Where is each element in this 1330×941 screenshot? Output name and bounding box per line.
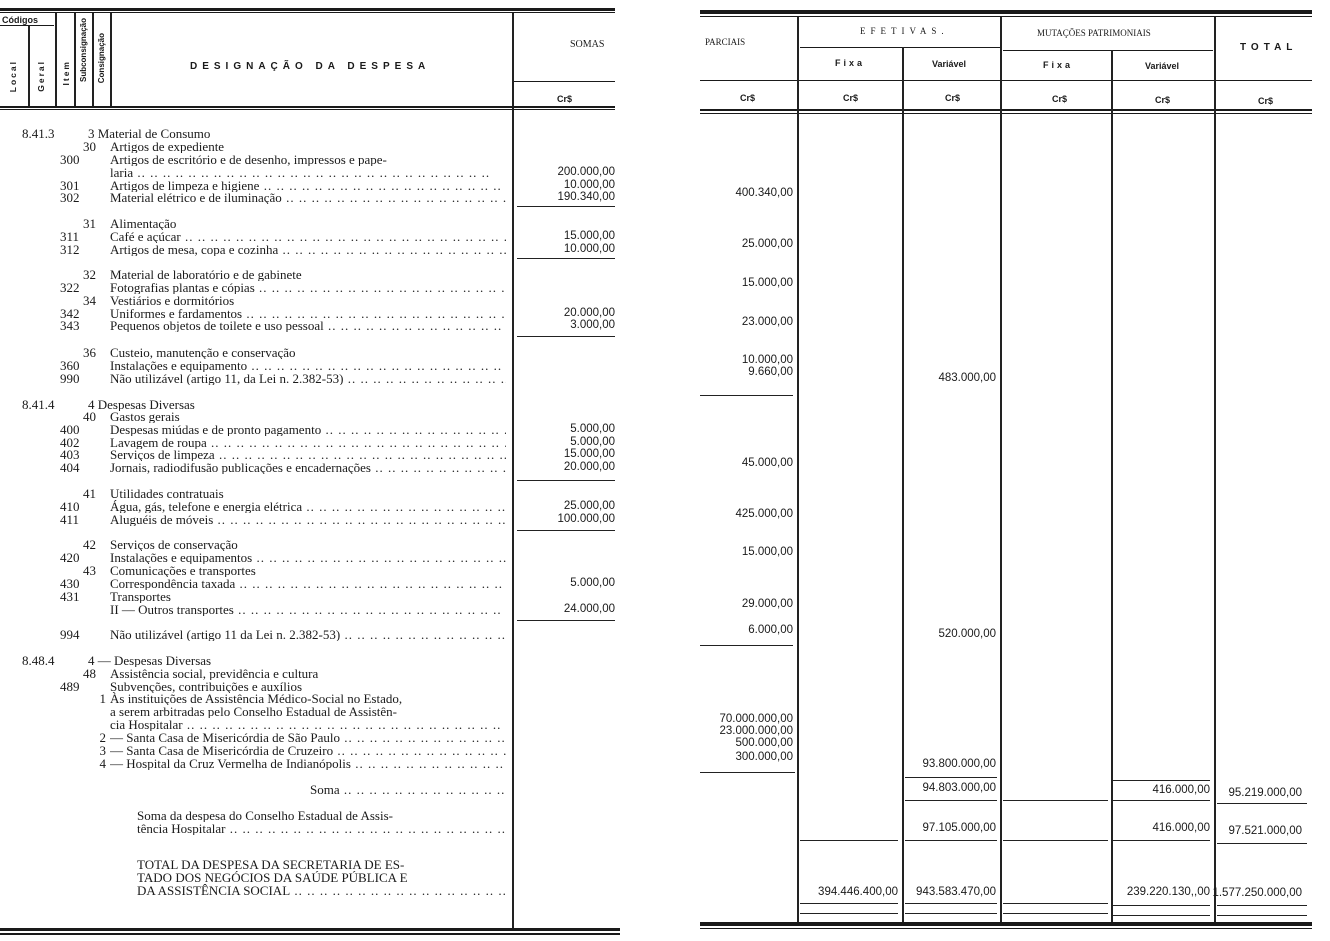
- header-mutacoes-fixa: Fixa: [1043, 60, 1074, 70]
- expense-description: Correspondência taxada .. ..: [110, 577, 506, 590]
- expense-description: Não utilizável (artigo 11, da Lei n. 2.382-53) .. ..: [110, 372, 506, 385]
- parciais-value: 9.660,00: [748, 366, 793, 378]
- expense-description: Pequenos objetos de toilete e uso pessoal .. ..: [110, 319, 506, 332]
- divider: [92, 13, 94, 106]
- local-code: 8.48.4: [22, 653, 55, 668]
- table-row: [0, 564, 620, 577]
- expense-description: Serviços de limpeza .. ..: [110, 448, 506, 461]
- table-row: [0, 731, 620, 744]
- subconsignacao-code: 30: [83, 139, 96, 154]
- efetivas-variavel-value: 483.000,00: [938, 372, 996, 384]
- expense-description: Instalações e equipamentos .. ..: [110, 551, 506, 564]
- header-codigos: Códigos: [2, 15, 38, 25]
- subtotal-rule: [700, 395, 793, 396]
- item-code: 360: [60, 358, 80, 373]
- subconsignacao-code: 41: [83, 486, 96, 501]
- subconsignacao-code: 48: [83, 666, 96, 681]
- local-code: 8.41.4: [22, 397, 55, 412]
- efetivas-variavel-value: 94.803.000,00: [922, 782, 996, 794]
- expense-description: Às instituições de Assistência Médico-Social no Estado,: [110, 692, 403, 705]
- header-local: Local: [8, 60, 18, 93]
- parciais-value: 500.000,00: [735, 737, 793, 749]
- header-rule-thin: [0, 109, 615, 110]
- table-row: [0, 217, 620, 230]
- soma-value: 10.000,00: [563, 179, 615, 191]
- header-total: TOTAL: [1240, 42, 1298, 53]
- table-row: [0, 603, 620, 616]
- subtotal-rule: [1113, 905, 1210, 906]
- expense-description: Aluguéis de móveis .. ..: [110, 513, 506, 526]
- subtotal-rule: [517, 530, 615, 531]
- divider: [1000, 17, 1002, 922]
- header-rule: [700, 109, 1312, 111]
- header-efetivas-fixa-currency: Cr$: [843, 93, 859, 103]
- summary-label: TOTAL DA DESPESA DA SECRETARIA DE ES-: [137, 858, 405, 871]
- expense-description: Despesas miúdas e de pronto pagamento .. ..: [110, 423, 506, 436]
- subtotal-rule: [1113, 780, 1210, 781]
- table-row: [0, 577, 620, 590]
- bottom-rule: [0, 928, 620, 931]
- table-row: [0, 538, 620, 551]
- subtotal-rule: [1003, 840, 1108, 841]
- bottom-rule: [700, 922, 1312, 926]
- subtotal-rule: [517, 206, 615, 207]
- item-code: 400: [60, 422, 80, 437]
- table-row: [0, 744, 620, 757]
- efetivas-rule: [800, 47, 1000, 48]
- soma-value: 5.000,00: [570, 577, 615, 589]
- entry-number: 1: [99, 691, 106, 706]
- subtotal-rule: [517, 336, 615, 337]
- expense-description: — Santa Casa de Misericórdia de São Paulo .. ..: [110, 731, 506, 744]
- table-row: [0, 692, 620, 705]
- divider: [74, 13, 76, 106]
- header-efetivas-variavel-currency: Cr$: [945, 93, 961, 103]
- table-row: [0, 372, 620, 385]
- expense-description: Assistência social, previdência e cultura: [110, 667, 319, 680]
- soma-value: 3.000,00: [570, 319, 615, 331]
- summary-label: tência Hospitalar .. ..: [137, 822, 506, 835]
- expense-description: Fotografias plantas e cópias .. ..: [110, 281, 506, 294]
- soma-value: 15.000,00: [563, 448, 615, 460]
- subtotal-rule: [1113, 800, 1210, 801]
- expense-description: — Santa Casa de Misericórdia de Cruzeiro .. ..: [110, 744, 506, 757]
- soma-value: 25.000,00: [563, 500, 615, 512]
- expense-description: cia Hospitalar .. ..: [110, 718, 506, 731]
- soma-value: 190.340,00: [557, 191, 615, 203]
- item-code: 311: [60, 229, 80, 244]
- header-designacao: DESIGNAÇÃO DA DESPESA: [190, 61, 431, 72]
- item-code: 322: [60, 280, 80, 295]
- summary-label: DA ASSISTÊNCIA SOCIAL .. ..: [137, 884, 506, 897]
- divider: [28, 26, 30, 106]
- item-code: 430: [60, 576, 80, 591]
- summary-label: Soma da despesa do Conselho Estadual de Assis-: [137, 809, 393, 822]
- subconsignacao-code: 40: [83, 409, 96, 424]
- total-value: 97.521.000,00: [1228, 825, 1302, 837]
- expense-description: a serem arbitradas pelo Conselho Estadual de Assistên-: [110, 705, 398, 718]
- subtotal-rule: [1217, 803, 1307, 804]
- item-code: 302: [60, 190, 80, 205]
- efetivas-variavel-value: 97.105.000,00: [922, 822, 996, 834]
- parciais-value: 23.000,00: [741, 316, 793, 328]
- divider: [110, 13, 112, 106]
- table-row: [0, 822, 620, 835]
- parciais-value: 25.000,00: [741, 238, 793, 250]
- subtotal-rule: [905, 913, 997, 914]
- soma-value: 200.000,00: [557, 166, 615, 178]
- parciais-value: 15.000,00: [741, 546, 793, 558]
- parciais-value: 400.340,00: [735, 187, 793, 199]
- table-row: [0, 319, 620, 332]
- header-rule: [0, 106, 615, 108]
- table-row: [0, 628, 620, 641]
- subconsignacao-code: 31: [83, 216, 96, 231]
- table-row: [0, 513, 620, 526]
- expense-description: Café e açúcar .. ..: [110, 230, 506, 243]
- table-row: [0, 294, 620, 307]
- local-code: 8.41.3: [22, 126, 55, 141]
- item-code: 410: [60, 499, 80, 514]
- soma-value: 5.000,00: [570, 436, 615, 448]
- item-code: 301: [60, 178, 80, 193]
- expense-description: Artigos de expediente: [110, 140, 225, 153]
- divider: [902, 47, 904, 922]
- table-row: [0, 667, 620, 680]
- parciais-value: 6.000,00: [748, 624, 793, 636]
- expense-description: Artigos de escritório e de desenho, impressos e pape-: [110, 153, 387, 166]
- soma-value: 5.000,00: [570, 423, 615, 435]
- header-subconsignacao: Subconsignação: [79, 18, 88, 83]
- top-rule: [0, 8, 615, 11]
- subtotal-rule: [905, 777, 997, 778]
- header-consignacao: Consignação: [97, 33, 106, 84]
- total-value: 95.219.000,00: [1228, 787, 1302, 799]
- expense-description: II — Outros transportes .. ..: [110, 603, 506, 616]
- soma-value: 10.000,00: [563, 243, 615, 255]
- parciais-value: 300.000,00: [735, 751, 793, 763]
- bottom-rule-thin: [700, 928, 1312, 929]
- soma-value: 20.000,00: [563, 461, 615, 473]
- expense-description: Água, gás, telefone e energia elétrica .. ..: [110, 500, 506, 513]
- expense-description: Vestiários e dormitórios: [110, 294, 235, 307]
- table-row: [0, 243, 620, 256]
- subtotal-rule: [700, 645, 793, 646]
- parciais-value: 15.000,00: [741, 277, 793, 289]
- subconsignacao-code: 34: [83, 293, 96, 308]
- parciais-value: 70.000.000,00: [719, 713, 793, 725]
- table-row: [0, 718, 620, 731]
- expense-description: Transportes: [110, 590, 171, 603]
- summary-label: TADO DOS NEGÓCIOS DA SAÚDE PÚBLICA E: [137, 871, 408, 884]
- table-row: [0, 153, 620, 166]
- table-row: [0, 871, 620, 884]
- subtotal-rule: [1003, 800, 1108, 801]
- soma-label: Soma .. ..: [310, 783, 506, 796]
- table-row: [0, 191, 620, 204]
- expense-description: Material de laboratório e de gabinete: [110, 268, 302, 281]
- table-row: [0, 166, 620, 179]
- subconsignacao-code: 32: [83, 267, 96, 282]
- header-mutacoes-variavel-currency: Cr$: [1155, 95, 1171, 105]
- table-row: [0, 809, 620, 822]
- divider: [797, 17, 799, 922]
- header-parciais: PARCIAIS: [705, 37, 746, 47]
- header-item: Item: [61, 60, 71, 86]
- entry-number: 2: [99, 730, 106, 745]
- top-rule: [700, 10, 1312, 14]
- mutacoes-rule: [1003, 50, 1213, 51]
- category-label: 4 Despesas Diversas: [88, 398, 195, 411]
- subtotal-rule: [800, 903, 898, 904]
- mutacoes-variavel-value: 239.220.130,,00: [1126, 886, 1210, 898]
- item-code: 489: [60, 679, 80, 694]
- subtotal-rule: [800, 913, 898, 914]
- divider: [55, 13, 57, 106]
- table-row: [0, 500, 620, 513]
- item-code: 420: [60, 550, 80, 565]
- item-code: 994: [60, 627, 80, 642]
- header-parciais-currency: Cr$: [740, 93, 756, 103]
- expense-description: Jornais, radiodifusão publicações e encadernações .. ..: [110, 461, 506, 474]
- mutacoes-variavel-value: 416.000,00: [1152, 822, 1210, 834]
- somas-rule: [514, 81, 615, 82]
- item-code: 431: [60, 589, 80, 604]
- soma-value: 24.000,00: [563, 603, 615, 615]
- subtotal-rule: [1217, 905, 1307, 906]
- table-row: [0, 487, 620, 500]
- expense-description: Comunicações e transportes: [110, 564, 256, 577]
- subtotal-rule: [905, 840, 997, 841]
- mutacoes-variavel-value: 416.000,00: [1152, 784, 1210, 796]
- subtotal-rule: [517, 480, 615, 481]
- total-value: 1.577.250.000,00: [1212, 887, 1302, 899]
- header-efetivas-variavel: Variável: [932, 59, 967, 69]
- codigos-rule: [0, 25, 54, 26]
- subconsignacao-code: 36: [83, 345, 96, 360]
- header-total-currency: Cr$: [1258, 96, 1274, 106]
- subtotal-rule: [800, 840, 898, 841]
- table-row: [0, 448, 620, 461]
- bottom-rule-thin: [0, 933, 620, 935]
- header-somas: SOMAS: [570, 39, 605, 50]
- subtotal-rule: [1003, 913, 1108, 914]
- soma-value: 20.000,00: [563, 307, 615, 319]
- expense-description: Custeio, manutenção e conservação: [110, 346, 296, 359]
- table-row: [0, 346, 620, 359]
- subtotal-rule: [1003, 903, 1108, 904]
- parciais-value: 29.000,00: [741, 598, 793, 610]
- item-code: 402: [60, 435, 80, 450]
- efetivas-fixa-value: 394.446.400,00: [818, 886, 898, 898]
- expense-description: — Hospital da Cruz Vermelha de Indianópolis .. ..: [110, 757, 506, 770]
- parciais-value: 45.000,00: [741, 457, 793, 469]
- expense-description: Subvenções, contribuições e auxílios: [110, 680, 303, 693]
- header-geral: Geral: [36, 60, 46, 92]
- item-code: 403: [60, 447, 80, 462]
- divider: [1111, 50, 1113, 922]
- soma-value: 100.000,00: [557, 513, 615, 525]
- expense-description: Lavagem de roupa .. ..: [110, 436, 506, 449]
- expense-description: Utilidades contratuais: [110, 487, 224, 500]
- header-rule-thin: [700, 113, 1312, 114]
- header-efetivas: EFETIVAS.: [860, 26, 949, 36]
- item-code: 411: [60, 512, 80, 527]
- table-row: [0, 140, 620, 153]
- subconsignacao-code: 43: [83, 563, 96, 578]
- expense-description: Artigos de limpeza e higiene .. ..: [110, 179, 506, 192]
- subtotal-rule: [1113, 840, 1210, 841]
- header-somas-currency: Cr$: [557, 94, 573, 104]
- efetivas-variavel-value: 943.583.470,00: [916, 886, 996, 898]
- subtotal-rule: [905, 903, 997, 904]
- expense-description: laria .. ..: [110, 166, 506, 179]
- table-row: [0, 268, 620, 281]
- subtotal-rule: [517, 620, 615, 621]
- divider: [1214, 17, 1216, 922]
- item-code: 300: [60, 152, 80, 167]
- header-mutacoes-variavel: Variável: [1145, 61, 1180, 71]
- table-row: [0, 757, 620, 770]
- expense-description: Gastos gerais: [110, 410, 180, 423]
- top-rule-thin: [700, 16, 1312, 17]
- table-row: [0, 590, 620, 603]
- table-row: [0, 705, 620, 718]
- soma-value: 15.000,00: [563, 230, 615, 242]
- table-row: [0, 461, 620, 474]
- header-efetivas-fixa: Fixa: [835, 58, 866, 68]
- expense-description: Alimentação: [110, 217, 177, 230]
- parciais-value: 10.000,00: [741, 354, 793, 366]
- subtotal-rule: [700, 772, 795, 773]
- table-row: [0, 858, 620, 871]
- subtotal-rule: [1217, 915, 1307, 916]
- expense-description: Uniformes e fardamentos .. ..: [110, 307, 506, 320]
- parciais-value: 425.000,00: [735, 508, 793, 520]
- expense-description: Artigos de mesa, copa e cozinha .. ..: [110, 243, 506, 256]
- subtotal-rule: [1217, 843, 1307, 844]
- item-code: 404: [60, 460, 80, 475]
- subtotal-rule: [517, 258, 615, 259]
- expense-description: Instalações e equipamento .. ..: [110, 359, 506, 372]
- subheader-rule: [700, 80, 1312, 81]
- header-mutacoes-fixa-currency: Cr$: [1052, 94, 1068, 104]
- subconsignacao-code: 42: [83, 537, 96, 552]
- expense-description: Material elétrico e de iluminação .. ..: [110, 191, 506, 204]
- table-row: [0, 423, 620, 436]
- item-code: 312: [60, 242, 80, 257]
- table-row: [0, 783, 620, 796]
- entry-number: 3: [99, 743, 106, 758]
- subtotal-rule: [905, 800, 997, 801]
- expense-description: Serviços de conservação: [110, 538, 238, 551]
- item-code: 990: [60, 371, 80, 386]
- header-mutacoes: MUTAÇÕES PATRIMONIAIS: [1037, 28, 1151, 38]
- subtotal-rule: [1113, 915, 1210, 916]
- item-code: 342: [60, 306, 80, 321]
- expense-description: Não utilizável (artigo 11 da Lei n. 2.382-53) .. ..: [110, 628, 506, 641]
- table-row: [0, 884, 620, 897]
- table-row: [0, 230, 620, 243]
- efetivas-variavel-value: 93.800.000,00: [922, 758, 996, 770]
- category-label: 4 — Despesas Diversas: [88, 654, 212, 667]
- table-row: [0, 359, 620, 372]
- item-code: 343: [60, 318, 80, 333]
- entry-number: 4: [99, 756, 106, 771]
- category-label: 3 Material de Consumo: [88, 127, 211, 140]
- efetivas-variavel-value: 520.000,00: [938, 628, 996, 640]
- table-row: [0, 410, 620, 423]
- parciais-value: 23.000.000,00: [719, 725, 793, 737]
